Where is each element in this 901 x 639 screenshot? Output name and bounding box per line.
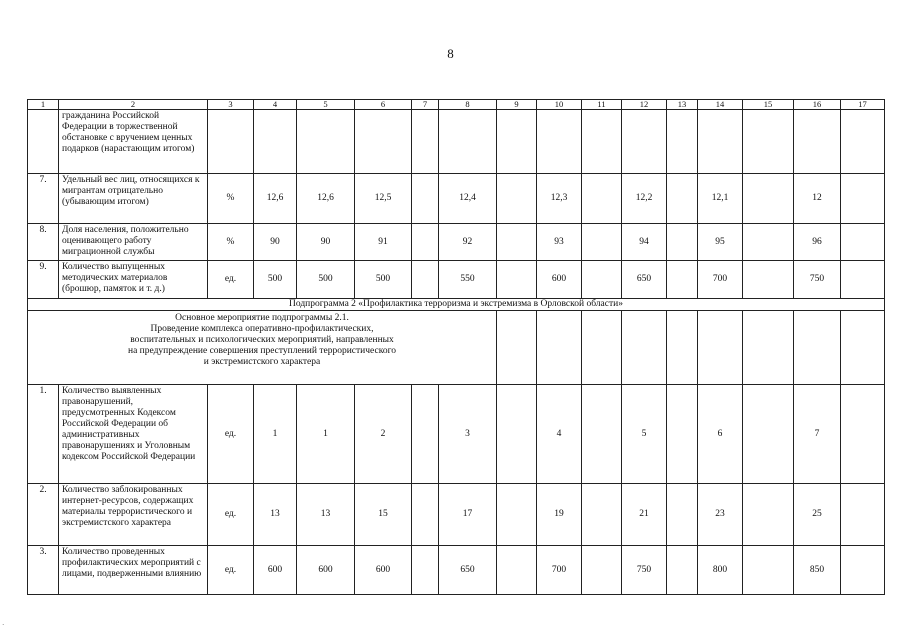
value-cell: 90 [254, 224, 297, 261]
value-cell [537, 110, 582, 174]
value-cell [743, 174, 794, 224]
column-header: 7 [412, 100, 439, 110]
empty-cell [582, 311, 622, 385]
value-cell: 91 [355, 224, 412, 261]
value-cell [667, 546, 698, 595]
column-header: 15 [743, 100, 794, 110]
empty-cell [841, 311, 885, 385]
scan-mark: · [2, 621, 5, 629]
empty-cell [794, 311, 841, 385]
value-cell: 600 [355, 546, 412, 595]
value-cell [667, 261, 698, 299]
value-cell [743, 224, 794, 261]
value-cell: 750 [622, 546, 667, 595]
value-cell [412, 484, 439, 546]
value-cell [743, 110, 794, 174]
value-cell [667, 174, 698, 224]
value-cell: 15 [355, 484, 412, 546]
value-cell [841, 110, 885, 174]
main-action-row [28, 311, 885, 385]
value-cell [841, 484, 885, 546]
value-cell [412, 546, 439, 595]
indicator-name: гражданина Российской Федерации в торжественной обстановке с вручением ценных подарков (нарастающим итогом) [59, 110, 208, 174]
column-header: 2 [59, 100, 208, 110]
value-cell: 600 [254, 546, 297, 595]
main-action-line: и экстремистского характера [203, 357, 321, 367]
table-row [28, 110, 885, 174]
indicator-name: Доля населения, положительно оценивающего работу миграционной службы [59, 224, 208, 261]
column-header: 13 [667, 100, 698, 110]
value-cell [412, 224, 439, 261]
unit-cell: ед. [208, 484, 254, 546]
value-cell: 1 [254, 385, 297, 484]
row-number: 7. [28, 174, 59, 224]
column-header: 5 [297, 100, 355, 110]
value-cell [582, 484, 622, 546]
value-cell [698, 110, 743, 174]
value-cell: 12,5 [355, 174, 412, 224]
value-cell [412, 174, 439, 224]
value-cell: 13 [254, 484, 297, 546]
value-cell [497, 546, 537, 595]
main-action-line: воспитательных и психологических мероприятий, направленных [130, 335, 394, 345]
value-cell [841, 546, 885, 595]
unit-cell: ед. [208, 261, 254, 299]
table-row [28, 174, 885, 224]
subprogram-row [28, 299, 885, 311]
value-cell [412, 110, 439, 174]
unit-cell: ед. [208, 546, 254, 595]
value-cell: 550 [439, 261, 497, 299]
column-header: 10 [537, 100, 582, 110]
column-header: 11 [582, 100, 622, 110]
empty-cell [743, 311, 794, 385]
value-cell: 12,6 [297, 174, 355, 224]
value-cell: 600 [297, 546, 355, 595]
value-cell [743, 385, 794, 484]
column-header: 14 [698, 100, 743, 110]
value-cell: 12,1 [698, 174, 743, 224]
column-header: 4 [254, 100, 297, 110]
value-cell: 90 [297, 224, 355, 261]
column-header: 3 [208, 100, 254, 110]
empty-cell [537, 311, 582, 385]
unit-cell [208, 110, 254, 174]
value-cell [439, 110, 497, 174]
value-cell [582, 261, 622, 299]
row-number: 2. [28, 484, 59, 546]
value-cell [582, 110, 622, 174]
indicator-name: Удельный вес лиц, относящихся к мигрантам отрицательно (убывающим итогом) [59, 174, 208, 224]
value-cell: 12,4 [439, 174, 497, 224]
column-header: 16 [794, 100, 841, 110]
empty-cell [497, 311, 537, 385]
column-header: 17 [841, 100, 885, 110]
value-cell [667, 385, 698, 484]
empty-cell [667, 311, 698, 385]
row-number: 9. [28, 261, 59, 299]
value-cell: 500 [355, 261, 412, 299]
row-number: 8. [28, 224, 59, 261]
table-row [28, 546, 885, 595]
unit-cell: % [208, 224, 254, 261]
value-cell: 13 [297, 484, 355, 546]
value-cell [497, 484, 537, 546]
row-number: 1. [28, 385, 59, 484]
indicator-name: Количество проведенных профилактических мероприятий с лицами, подверженными влиянию [59, 546, 208, 595]
value-cell [582, 385, 622, 484]
value-cell: 92 [439, 224, 497, 261]
main-action-line: Проведение комплекса оперативно-профилактических, [150, 324, 374, 334]
value-cell: 25 [794, 484, 841, 546]
value-cell: 5 [622, 385, 667, 484]
value-cell [667, 110, 698, 174]
value-cell: 17 [439, 484, 497, 546]
value-cell: 12,6 [254, 174, 297, 224]
value-cell [841, 224, 885, 261]
value-cell: 23 [698, 484, 743, 546]
value-cell: 700 [698, 261, 743, 299]
empty-cell [622, 311, 667, 385]
value-cell [254, 110, 297, 174]
value-cell: 12,3 [537, 174, 582, 224]
value-cell [412, 385, 439, 484]
value-cell: 1 [297, 385, 355, 484]
value-cell: 95 [698, 224, 743, 261]
value-cell: 700 [537, 546, 582, 595]
value-cell [743, 546, 794, 595]
value-cell: 96 [794, 224, 841, 261]
column-header: 1 [28, 100, 59, 110]
table-row [28, 261, 885, 299]
value-cell [497, 261, 537, 299]
value-cell [582, 224, 622, 261]
column-header: 12 [622, 100, 667, 110]
empty-cell [698, 311, 743, 385]
subprogram-title: Подпрограмма 2 «Профилактика терроризма и экстремизма в Орловской области» [28, 299, 885, 311]
value-cell: 12 [794, 174, 841, 224]
row-number: 3. [28, 546, 59, 595]
value-cell [582, 174, 622, 224]
value-cell [841, 261, 885, 299]
value-cell [497, 385, 537, 484]
value-cell [841, 174, 885, 224]
main-action-title [28, 311, 497, 385]
value-cell: 650 [622, 261, 667, 299]
value-cell: 6 [698, 385, 743, 484]
value-cell [667, 224, 698, 261]
indicator-name: Количество выявленных правонарушений, предусмотренных Кодексом Российской Федерации об административных правонарушениях и Уголовным кодексом Российской Федерации [59, 385, 208, 484]
value-cell: 12,2 [622, 174, 667, 224]
header-row [28, 100, 885, 110]
value-cell [841, 385, 885, 484]
value-cell: 750 [794, 261, 841, 299]
column-header: 8 [439, 100, 497, 110]
value-cell: 800 [698, 546, 743, 595]
value-cell [497, 174, 537, 224]
main-action-line: на предупреждение совершения преступлений террористического [127, 346, 396, 356]
column-header: 6 [355, 100, 412, 110]
unit-cell: ед. [208, 385, 254, 484]
value-cell [667, 484, 698, 546]
value-cell [582, 546, 622, 595]
value-cell [743, 261, 794, 299]
indicator-name: Количество выпущенных методических материалов (брошюр, памяток и т. д.) [59, 261, 208, 299]
value-cell [743, 484, 794, 546]
page-number: 8 [447, 46, 454, 61]
value-cell: 3 [439, 385, 497, 484]
value-cell [412, 261, 439, 299]
value-cell: 2 [355, 385, 412, 484]
value-cell: 500 [254, 261, 297, 299]
value-cell: 850 [794, 546, 841, 595]
value-cell [622, 110, 667, 174]
value-cell [497, 110, 537, 174]
value-cell [794, 110, 841, 174]
value-cell: 650 [439, 546, 497, 595]
indicator-name: Количество заблокированных интернет-ресурсов, содержащих материалы террористического и экстремистского характера [59, 484, 208, 546]
column-header: 9 [497, 100, 537, 110]
value-cell: 19 [537, 484, 582, 546]
main-action-line: Основное мероприятие подпрограммы 2.1. [175, 313, 349, 323]
value-cell: 600 [537, 261, 582, 299]
value-cell [297, 110, 355, 174]
row-number [28, 110, 59, 174]
value-cell: 500 [297, 261, 355, 299]
unit-cell: % [208, 174, 254, 224]
indicators-table [27, 99, 885, 595]
table-row [28, 484, 885, 546]
table-row [28, 224, 885, 261]
value-cell: 21 [622, 484, 667, 546]
value-cell: 7 [794, 385, 841, 484]
table-row [28, 385, 885, 484]
value-cell [355, 110, 412, 174]
value-cell: 94 [622, 224, 667, 261]
value-cell: 4 [537, 385, 582, 484]
value-cell: 93 [537, 224, 582, 261]
value-cell [497, 224, 537, 261]
